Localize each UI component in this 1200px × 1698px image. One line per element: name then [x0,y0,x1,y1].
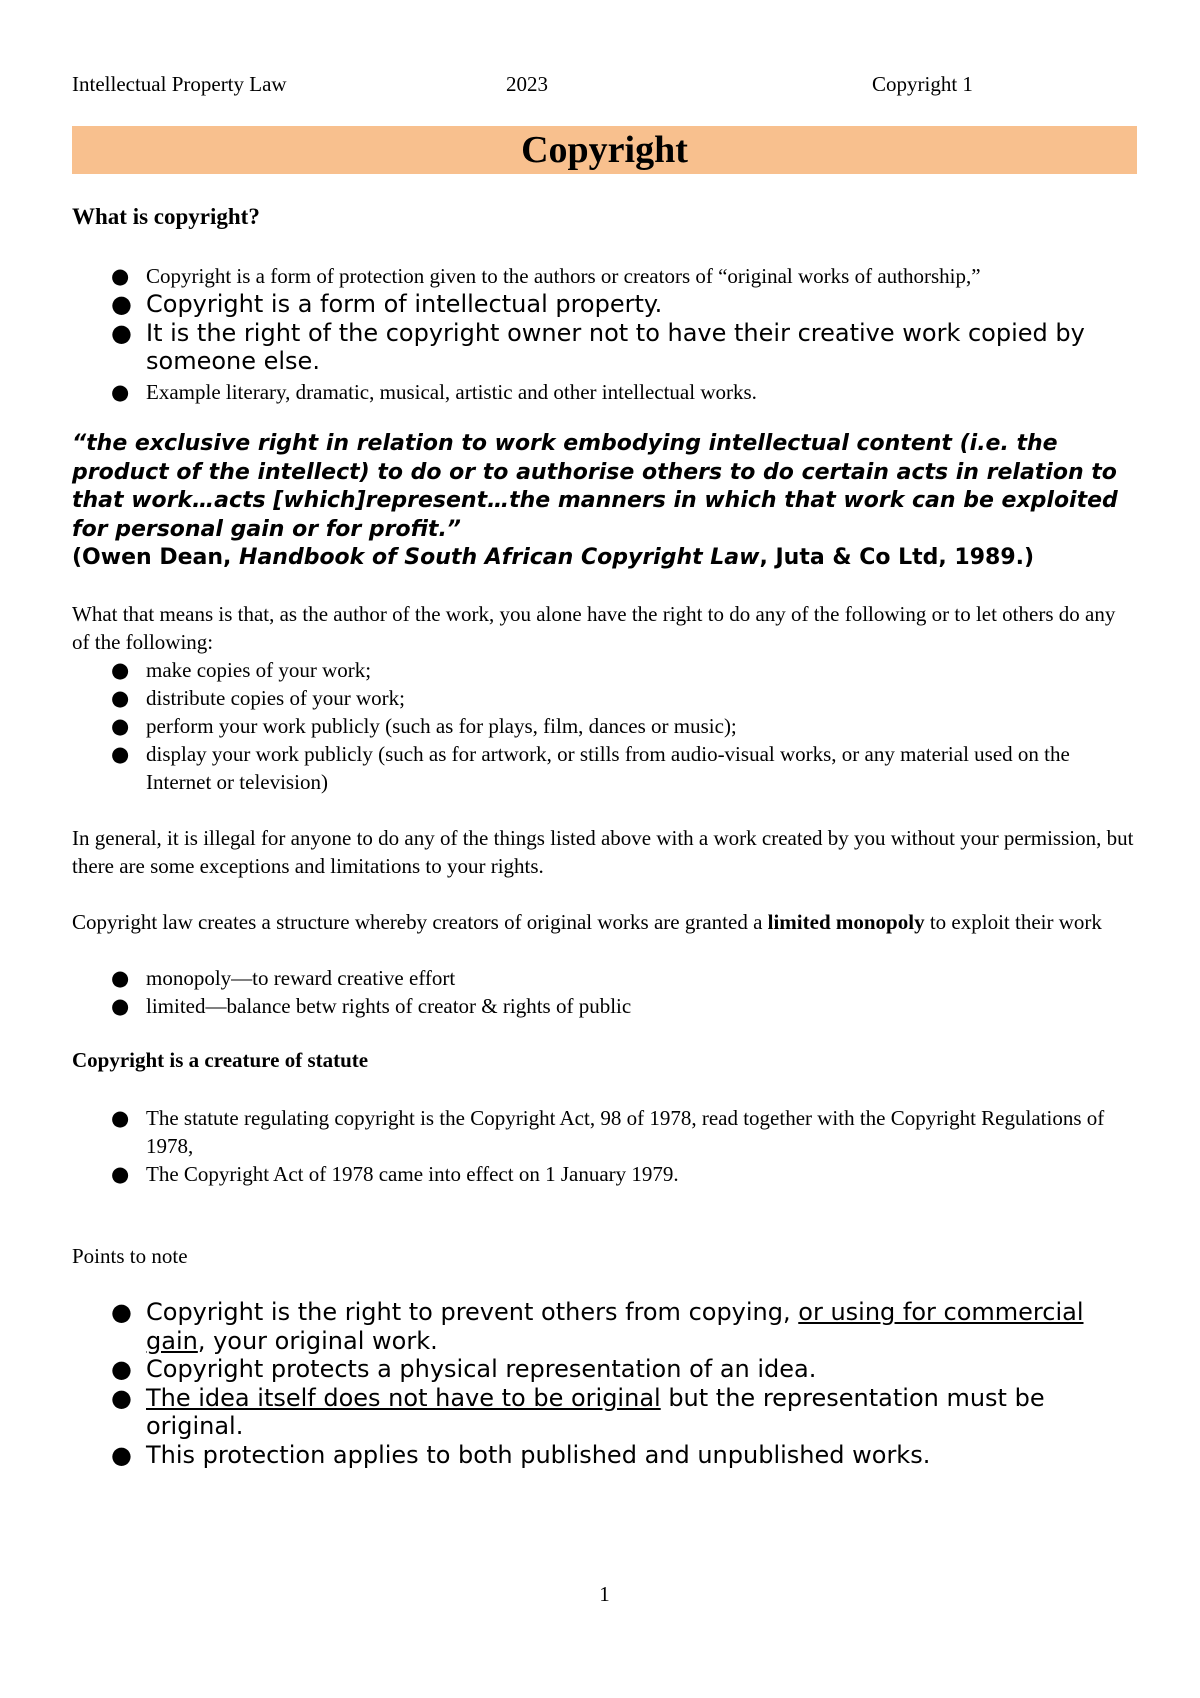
title-bar [72,126,1137,174]
list-item: ● This protection applies to both published and unpublished works. [111,1440,931,1469]
list-item: ● display your work publicly (such as for artwork, or stills from audio-visual works, or any material used on the Internet or television) [111,742,1070,794]
means-paragraph: What that means is that, as the author of the work, you alone have the right to do any of the following or to let others do any of the following: [72,602,1116,654]
bullet-icon: ● [111,290,132,318]
list-item: ● The Copyright Act of 1978 came into effect on 1 January 1979. [111,1162,679,1186]
list-item: ● Copyright is a form of intellectual property. [111,290,663,318]
list-item: ● make copies of your work; [111,658,372,682]
header-right: Copyright 1 [872,72,973,96]
bullet-icon: ● [111,1106,130,1130]
bullet-icon: ● [111,1383,132,1412]
copyright-definition-list [72,262,1137,406]
quote-citation: (Owen Dean, Handbook of South African Copyright Law, Juta & Co Ltd, 1989.) [72,545,1035,570]
page-title: Copyright [521,129,688,171]
underlined-phrase: The idea itself does not have to be original [146,1383,661,1412]
citation-book-title: Handbook of South African Copyright Law [239,545,760,570]
list-item: ● It is the right of the copyright owner not to have their creative work copied by someone else. [111,318,1085,375]
list-item: ● The idea itself does not have to be original but the representation must be original. [111,1383,1045,1440]
bullet-icon: ● [111,1162,130,1186]
points-list [72,1298,1137,1469]
header-left: Intellectual Property Law [72,72,287,96]
statute-list [72,1104,1137,1188]
list-item: ● monopoly—to reward creative effort [111,966,456,990]
bullet-icon: ● [111,318,132,347]
monopoly-list [72,964,1137,1020]
bullet-icon: ● [111,686,130,710]
bullet-icon: ● [111,966,130,990]
general-paragraph: In general, it is illegal for anyone to do any of the things listed above with a work created by you without your permission, but there are some exceptions and limitations to your rights. [72,826,1134,878]
page-number: 1 [599,1582,610,1606]
list-item: ● Example literary, dramatic, musical, artistic and other intellectual works. [111,379,757,404]
header-center: 2023 [506,72,548,96]
section-heading-what-is-copyright: What is copyright? [72,204,260,229]
bullet-icon: ● [111,264,130,288]
list-item: ● perform your work publicly (such as for plays, film, dances or music); [111,714,737,738]
bullet-icon: ● [111,742,130,766]
bullet-icon: ● [111,1440,132,1469]
bullet-icon: ● [111,714,130,738]
list-item: ● Copyright is the right to prevent others from copying, or using for commercial gain, your original work. [111,1298,1084,1355]
bullet-icon: ● [111,1355,132,1383]
points-heading: Points to note [72,1244,188,1268]
list-item: ● distribute copies of your work; [111,686,405,710]
underlined-phrase: or using for commercial gain [146,1298,1084,1355]
bullet-icon: ● [111,379,130,404]
page-header [72,72,1137,102]
section-heading-statute: Copyright is a creature of statute [72,1048,369,1072]
bullet-icon: ● [111,994,130,1018]
list-item: ● Copyright is a form of protection given to the authors or creators of “original works of authorship,” [111,264,981,288]
quote-text: “the exclusive right in relation to work embodying intellectual content (i.e. the product of the intellect) to do or to authorise others to do certain acts in relation to that work…acts [which]represent…the manners in which that work can be exploited for personal gain or for profit.” [72,431,1118,542]
monopoly-paragraph: Copyright law creates a structure whereby creators of original works are granted a limited monopoly to exploit their work [72,910,1102,934]
bullet-icon: ● [111,1298,132,1326]
list-item: ● Copyright protects a physical representation of an idea. [111,1355,817,1383]
list-item: ● limited—balance betw rights of creator & rights of public [111,994,632,1018]
bullet-icon: ● [111,658,130,682]
limited-monopoly-term: limited monopoly [767,910,925,934]
list-item: ● The statute regulating copyright is the Copyright Act, 98 of 1978, read together with the Copyright Regulations of 1978, [111,1106,1105,1158]
rights-list [72,656,1137,796]
